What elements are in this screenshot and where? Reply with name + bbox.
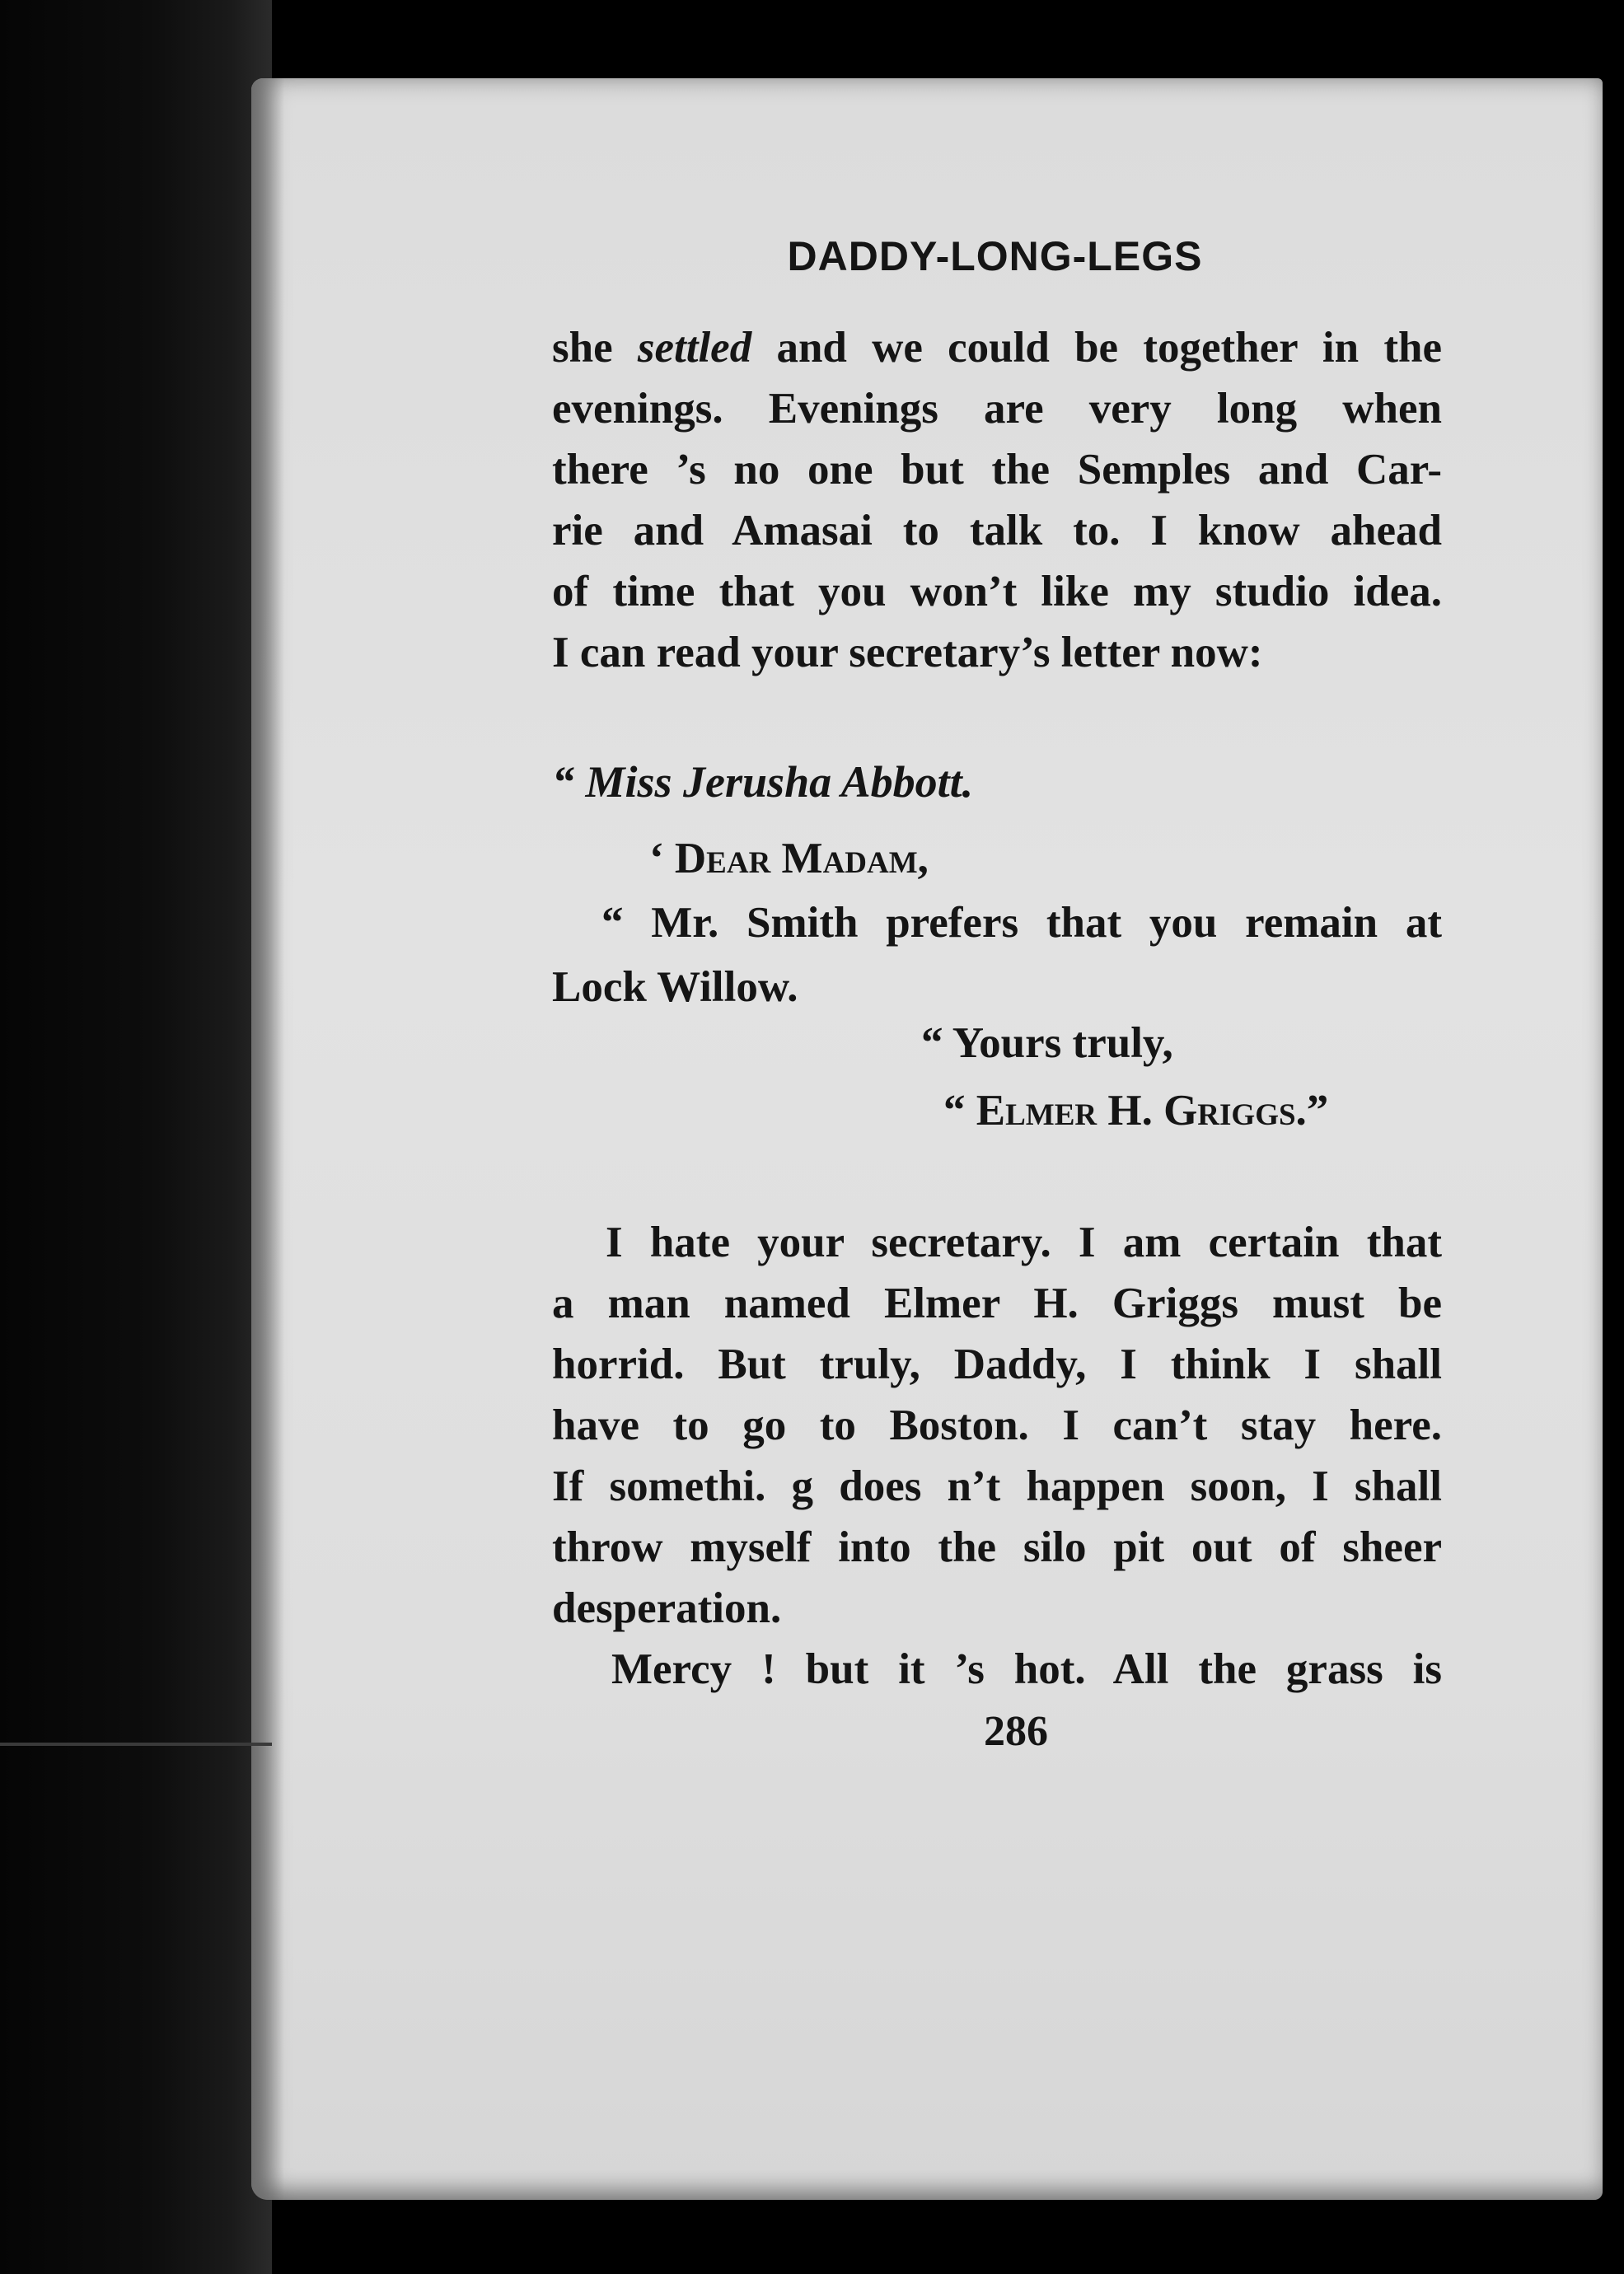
scan-dark-margin [0,0,272,2274]
paragraph-2-line-4: have to go to Boston. I can’t stay here. [552,1401,1442,1449]
paragraph-2-line-5: If somethi. g does n’t happen soon, I shall [552,1462,1442,1510]
paragraph-1-emphasis: settled [637,324,752,372]
letter-body-line-1: “ Mr. Smith prefers that you remain at [601,899,1442,947]
paragraph-1-line-1 [552,323,1442,372]
page-number: 286 [984,1708,1048,1755]
paragraph-2-line-2: a man named Elmer H. Griggs must be [552,1280,1442,1327]
paragraph-1-line-1-start: she [552,324,638,372]
running-head: DADDY-LONG-LEGS [787,233,1203,279]
letter-body-line-2: Lock Willow. [552,963,798,1011]
paragraph-1-line-6: I can read your secretary’s letter now: [552,629,1263,676]
paragraph-2-line-3: horrid. But truly, Daddy, I think I shall [552,1341,1442,1388]
paragraph-1-line-5: of time that you won’t like my studio idea. [552,568,1442,615]
paragraph-1-line-3: there ’s no one but the Semples and Car- [552,446,1442,494]
paragraph-1-line-2: evenings. Evenings are very long when [552,385,1442,433]
paragraph-2-line-1: I hate your secretary. I am certain that [606,1219,1442,1266]
paragraph-2-line-7: desperation. [552,1584,782,1632]
paragraph-1-line-4: rie and Amasai to talk to. I know ahead [552,507,1442,554]
letter-addressee: “ Miss Jerusha Abbott. [552,757,974,807]
paragraph-3-line-1: Mercy ! but it ’s hot. All the grass is [611,1645,1442,1693]
letter-signature: “ Elmer H. Griggs.” [943,1087,1329,1135]
paragraph-1-line-1-end: and we could be together in the [751,324,1442,372]
scan-line-artifact [0,1743,272,1746]
page-gutter-shadow [251,78,284,2200]
letter-closing: “ Yours truly, [921,1019,1173,1067]
paragraph-2-line-6: throw myself into the silo pit out of sheer [552,1523,1442,1571]
letter-salutation: ‘ Dear Madam, [649,835,929,882]
